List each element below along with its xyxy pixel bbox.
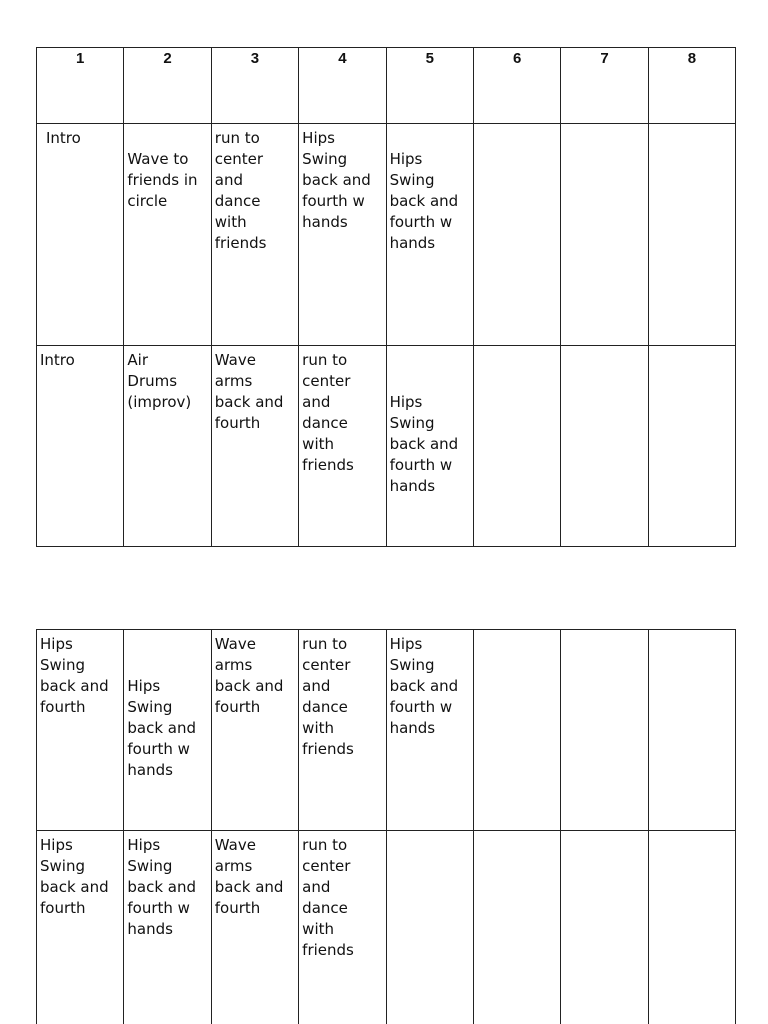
table-cell xyxy=(37,346,124,547)
table-cell xyxy=(386,124,473,346)
table-cell xyxy=(299,346,386,547)
cell-text: Hips Swing back and fourth w hands xyxy=(389,635,459,737)
cell-text: Hips Swing back and fourth w hands xyxy=(302,129,371,231)
cell-text: Wave arms back and fourth xyxy=(214,836,284,917)
cell-text xyxy=(561,630,647,634)
table-cell xyxy=(648,346,735,547)
header-cell: 7 xyxy=(561,48,648,124)
table-cell xyxy=(473,346,560,547)
cell-text: Wave arms back and fourth xyxy=(214,635,284,716)
cell-text: Hips Swing back and fourth w hands xyxy=(127,836,197,938)
header-cell: 6 xyxy=(473,48,560,124)
cell-text: Hips Swing back and fourth xyxy=(40,635,109,716)
cell-text xyxy=(474,346,560,350)
table-cell xyxy=(211,346,298,547)
table-cell xyxy=(561,124,648,346)
cell-text: run to center and dance with friends xyxy=(302,351,354,474)
cell-text xyxy=(649,346,735,350)
table-cell xyxy=(473,124,560,346)
cell-text: Air Drums (improv) xyxy=(127,351,192,411)
header-cell: 8 xyxy=(648,48,735,124)
cell-text: run to center and dance with friends xyxy=(302,836,354,959)
cell-text: Wave to friends in circle xyxy=(127,150,198,210)
table-cell xyxy=(211,124,298,346)
cell-text: Hips Swing back and fourth w hands xyxy=(389,393,459,495)
table-cell xyxy=(386,346,473,547)
header-cell: 3 xyxy=(211,48,298,124)
table-cell xyxy=(211,831,298,1024)
table-cell xyxy=(299,124,386,346)
cell-text xyxy=(474,124,560,128)
table-cell xyxy=(473,630,560,831)
header-cell: 5 xyxy=(386,48,473,124)
cell-text: Intro xyxy=(46,129,81,147)
table-row xyxy=(37,124,736,346)
table-cell xyxy=(561,630,648,831)
cell-text: run to center and dance with friends xyxy=(214,129,267,252)
cell-text xyxy=(649,124,735,128)
table-row xyxy=(37,831,736,1024)
cell-text xyxy=(561,831,647,835)
table-cell xyxy=(561,831,648,1024)
table-cell xyxy=(648,124,735,346)
table-cell xyxy=(386,831,473,1024)
table-cell xyxy=(648,630,735,831)
choreography-table-top xyxy=(36,47,736,547)
table-cell xyxy=(299,630,386,831)
table-row xyxy=(37,630,736,831)
table-cell xyxy=(473,831,560,1024)
table-cell xyxy=(124,630,211,831)
cell-text xyxy=(649,630,735,634)
header-cell: 4 xyxy=(299,48,386,124)
header-cell: 1 xyxy=(37,48,124,124)
header-row xyxy=(37,48,736,124)
cell-text: run to center and dance with friends xyxy=(302,635,354,758)
cell-text: Wave arms back and fourth xyxy=(214,351,284,432)
cell-text: Hips Swing back and fourth xyxy=(40,836,109,917)
cell-text: Hips Swing back and fourth w hands xyxy=(389,150,459,252)
table-cell xyxy=(124,831,211,1024)
table-row xyxy=(37,346,736,547)
table-cell xyxy=(648,831,735,1024)
table-cell xyxy=(124,124,211,346)
cell-text: Intro xyxy=(40,351,75,369)
header-cell: 2 xyxy=(124,48,211,124)
table-cell xyxy=(37,630,124,831)
cell-text xyxy=(649,831,735,835)
table-cell xyxy=(37,831,124,1024)
cell-text xyxy=(474,630,560,634)
cell-text xyxy=(474,831,560,835)
table-cell xyxy=(299,831,386,1024)
table-cell xyxy=(211,630,298,831)
table-cell xyxy=(124,346,211,547)
cell-text xyxy=(387,831,473,835)
table-cell xyxy=(561,346,648,547)
cell-text xyxy=(561,124,647,128)
choreography-table-bottom xyxy=(36,629,736,1024)
cell-text: Hips Swing back and fourth w hands xyxy=(127,677,197,779)
table-cell xyxy=(386,630,473,831)
cell-text xyxy=(561,346,647,350)
table-cell xyxy=(37,124,124,346)
